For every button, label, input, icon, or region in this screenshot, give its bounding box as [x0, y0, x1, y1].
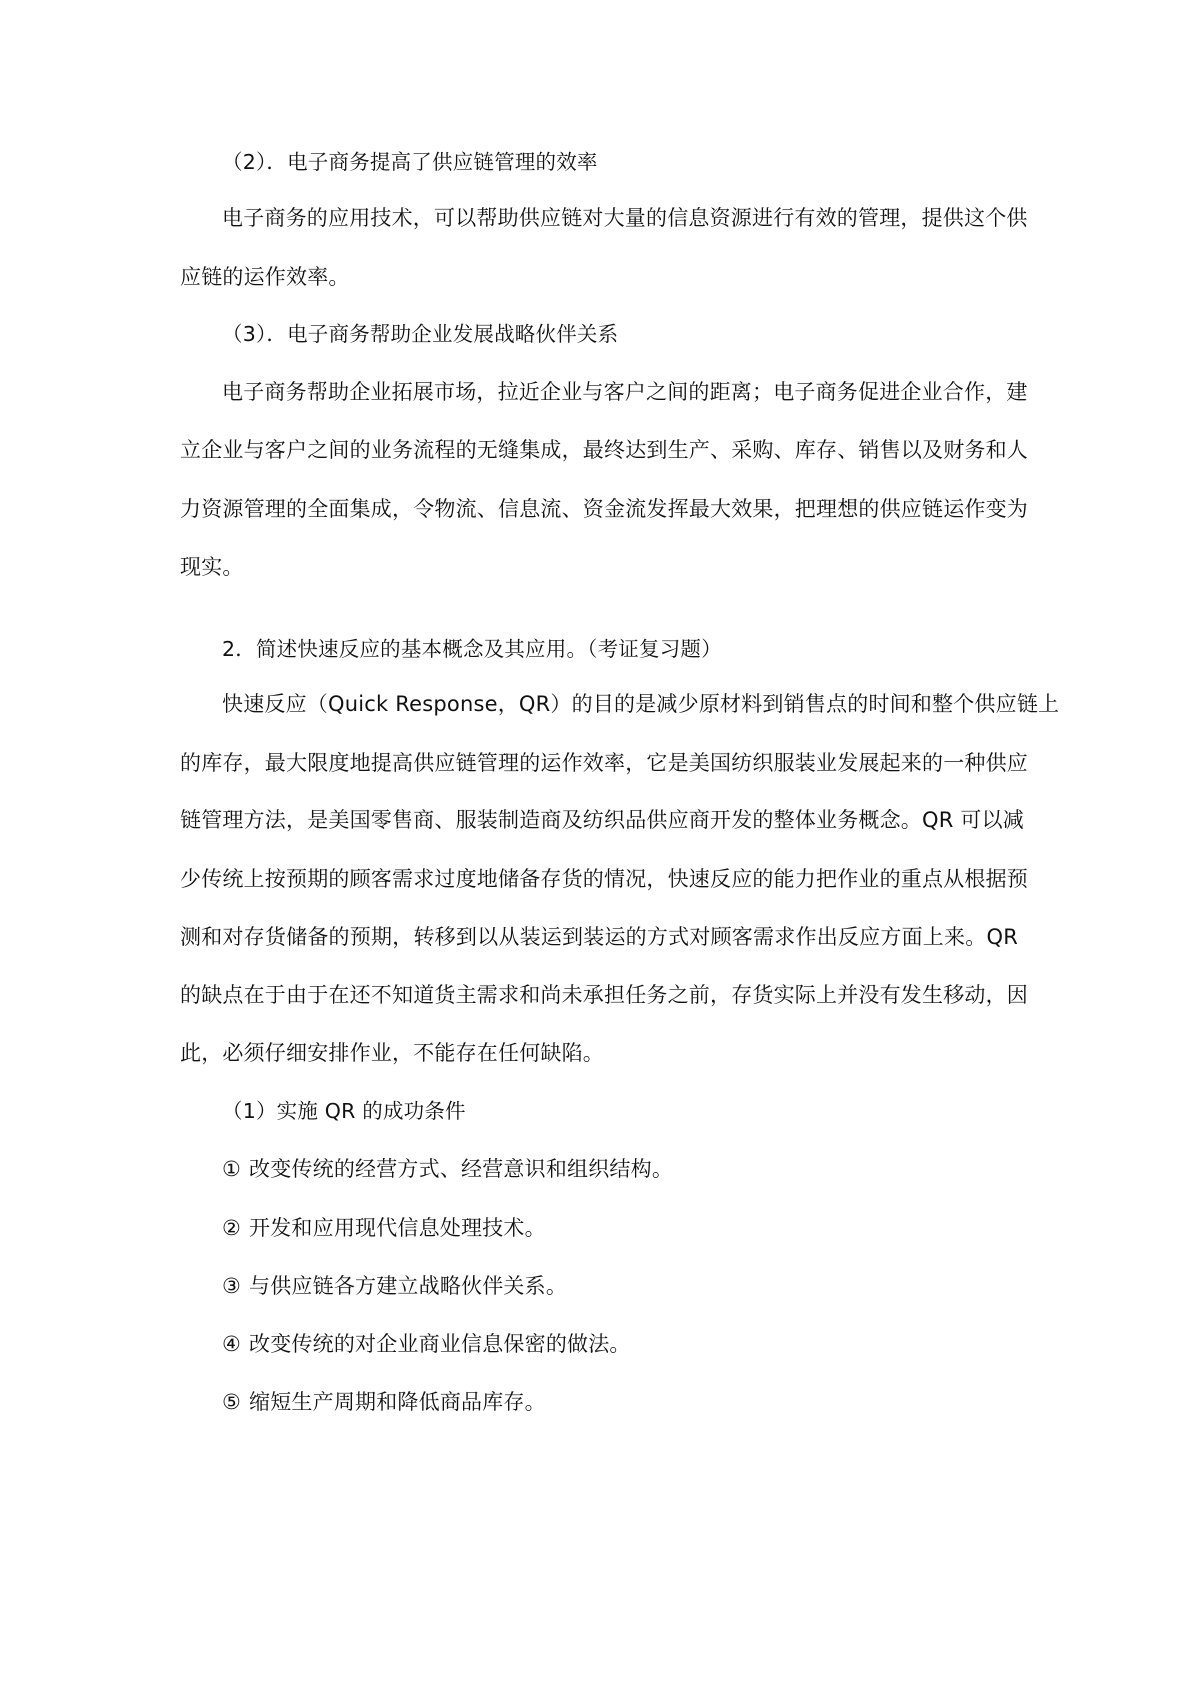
paragraph-line: 现实。 — [180, 555, 244, 579]
list-item-text: 改变传统的对企业商业信息保密的做法。 — [249, 1332, 631, 1356]
paragraph-line: 快速反应（Quick Response，QR）的目的是减少原材料到销售点的时间和整个供应链上 — [222, 692, 1060, 716]
list-marker: ④ — [222, 1332, 242, 1356]
list-marker: ② — [222, 1216, 242, 1240]
section-heading: （2）．电子商务提高了供应链管理的效率 — [222, 150, 598, 174]
list-item — [222, 1330, 631, 1358]
paragraph-line: 应链的运作效率。 — [180, 265, 350, 289]
list-item — [222, 1272, 567, 1300]
list-item — [222, 1214, 546, 1242]
list-item — [222, 1388, 546, 1416]
list-item — [222, 1155, 673, 1183]
paragraph-line: 的库存，最大限度地提高供应链管理的运作效率，它是美国纺织服装业发展起来的一种供应 — [180, 751, 1028, 775]
question-heading: 2．简述快速反应的基本概念及其应用。（考证复习题） — [222, 637, 722, 661]
paragraph-line: 电子商务帮助企业拓展市场，拉近企业与客户之间的距离；电子商务促进企业合作，建 — [222, 380, 1028, 404]
paragraph-line: 立企业与客户之间的业务流程的无缝集成，最终达到生产、采购、库存、销售以及财务和人 — [180, 438, 1028, 462]
paragraph-line: 测和对存货储备的预期，转移到以从装运到装运的方式对顾客需求作出反应方面上来。QR — [180, 925, 1018, 949]
paragraph-line: 力资源管理的全面集成，令物流、信息流、资金流发挥最大效果，把理想的供应链运作变为 — [180, 497, 1028, 521]
subheading: （1）实施 QR 的成功条件 — [222, 1099, 466, 1123]
list-item-text: 缩短生产周期和降低商品库存。 — [249, 1390, 546, 1414]
list-marker: ③ — [222, 1274, 242, 1298]
list-item-text: 改变传统的经营方式、经营意识和组织结构。 — [249, 1157, 674, 1181]
list-item-text: 与供应链各方建立战略伙伴关系。 — [249, 1274, 568, 1298]
paragraph-line: 电子商务的应用技术，可以帮助供应链对大量的信息资源进行有效的管理，提供这个供 — [222, 206, 1028, 230]
paragraph-line: 的缺点在于由于在还不知道货主需求和尚未承担任务之前，存货实际上并没有发生移动，因 — [180, 983, 1028, 1007]
list-marker: ① — [222, 1157, 242, 1181]
paragraph-line: 此，必须仔细安排作业，不能存在任何缺陷。 — [180, 1041, 604, 1065]
paragraph-line: 少传统上按预期的顾客需求过度地储备存货的情况，快速反应的能力把作业的重点从根据预 — [180, 867, 1028, 891]
list-marker: ⑤ — [222, 1390, 242, 1414]
paragraph-line: 链管理方法，是美国零售商、服装制造商及纺织品供应商开发的整体业务概念。QR 可以减 — [180, 808, 1024, 832]
section-heading: （3）．电子商务帮助企业发展战略伙伴关系 — [222, 322, 619, 346]
list-item-text: 开发和应用现代信息处理技术。 — [249, 1216, 546, 1240]
